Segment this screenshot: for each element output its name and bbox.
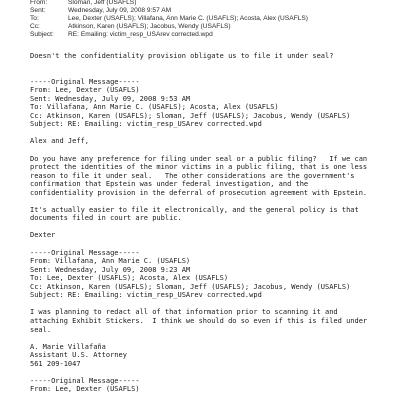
email-header: [30, 0, 330, 38]
header-cc-label: Cc:: [30, 22, 40, 30]
original-sent: Sent: Wednesday, July 09, 2008 9:53 AM: [30, 94, 191, 103]
original-message-divider: -----Original Message-----: [30, 376, 140, 385]
header-sent-value: Wednesday, July 09, 2008 9:57 AM: [68, 6, 172, 14]
signature-name: A. Marie Villafaña: [30, 342, 106, 351]
original-sent: Sent: Wednesday, July 09, 2008 9:23 AM: [30, 265, 191, 274]
header-from-value: Sloman, Jeff (USAFLS): [68, 0, 137, 6]
message-text: attaching Exhibit Stickers. I think we should do so even if this is filed under: [30, 316, 368, 325]
original-cc: Cc: Atkinson, Karen (USAFLS); Sloman, Jeff (USAFLS); Jacobus, Wendy (USAFLS): [30, 282, 351, 291]
header-sent-row: [30, 7, 330, 15]
original-to: To: Lee, Dexter (USAFLS); Acosta, Alex (USAFLS): [30, 274, 229, 283]
message-text: reason to file it under seal. The other considerations are the government's: [30, 171, 355, 180]
message-text: confirmation that Epstein was under federal investigation, and the: [30, 180, 309, 189]
header-sent-label: Sent:: [30, 6, 46, 14]
original-from: From: Villafana, Ann Marie C. (USAFLS): [30, 257, 191, 266]
message-greeting: Alex and Jeff,: [30, 137, 90, 146]
header-from-row: [30, 0, 330, 7]
signature-phone: 561 209-1047: [30, 359, 81, 368]
message-signature: Dexter: [30, 231, 56, 240]
header-from-label: From:: [30, 0, 48, 6]
message-text: protect the identities of the minor victims in a public filing, that is one less: [30, 163, 368, 172]
original-cc: Cc: Atkinson, Karen (USAFLS); Sloman, Jeff (USAFLS); Jacobus, Wendy (USAFLS): [30, 111, 351, 120]
header-subject-value: RE: Emailing: victim_resp_USArev corrected.wpd: [68, 30, 213, 38]
header-to-row: [30, 15, 330, 23]
message-text: Doesn't the confidentiality provision obligate us to file it under seal?: [30, 52, 334, 60]
message-text: It's actually easier to file it electronically, and the general policy is that: [30, 205, 359, 214]
message-text: seal.: [30, 325, 52, 334]
message-text: Do you have any preference for filing under seal or a public filing? If we can: [30, 154, 368, 163]
message-text: documents filed in court are public.: [30, 214, 182, 223]
header-subject-row: [30, 31, 330, 39]
original-from: From: Lee, Dexter (USAFLS): [30, 385, 140, 394]
email-body: [30, 52, 395, 394]
header-to-value: Lee, Dexter (USAFLS); Villafana, Ann Marie C. (USAFLS); Acosta, Alex (USAFLS): [68, 14, 308, 22]
header-subject-label: Subject:: [30, 30, 54, 38]
original-subject: Subject: RE: Emailing: victim_resp_USArev corrected.wpd: [30, 120, 262, 129]
message-text: confidentiality provision in the deferral of prosecution agreement with Epstein.: [30, 188, 368, 197]
header-cc-row: [30, 23, 330, 31]
original-subject: Subject: RE: Emailing: victim_resp_USArev corrected.wpd: [30, 291, 262, 300]
original-from: From: Lee, Dexter (USAFLS): [30, 86, 140, 95]
original-to: To: Villafana, Ann Marie C. (USAFLS); Acosta, Alex (USAFLS): [30, 103, 279, 112]
signature-title: Assistant U.S. Attorney: [30, 351, 127, 360]
header-to-label: To:: [30, 14, 39, 22]
original-message-divider: -----Original Message-----: [30, 248, 140, 257]
header-cc-value: Atkinson, Karen (USAFLS); Jacobus, Wendy (USAFLS): [68, 22, 231, 30]
original-message-divider: -----Original Message-----: [30, 77, 140, 86]
message-text: I was planning to redact all of that information prior to scanning it and: [30, 308, 338, 317]
